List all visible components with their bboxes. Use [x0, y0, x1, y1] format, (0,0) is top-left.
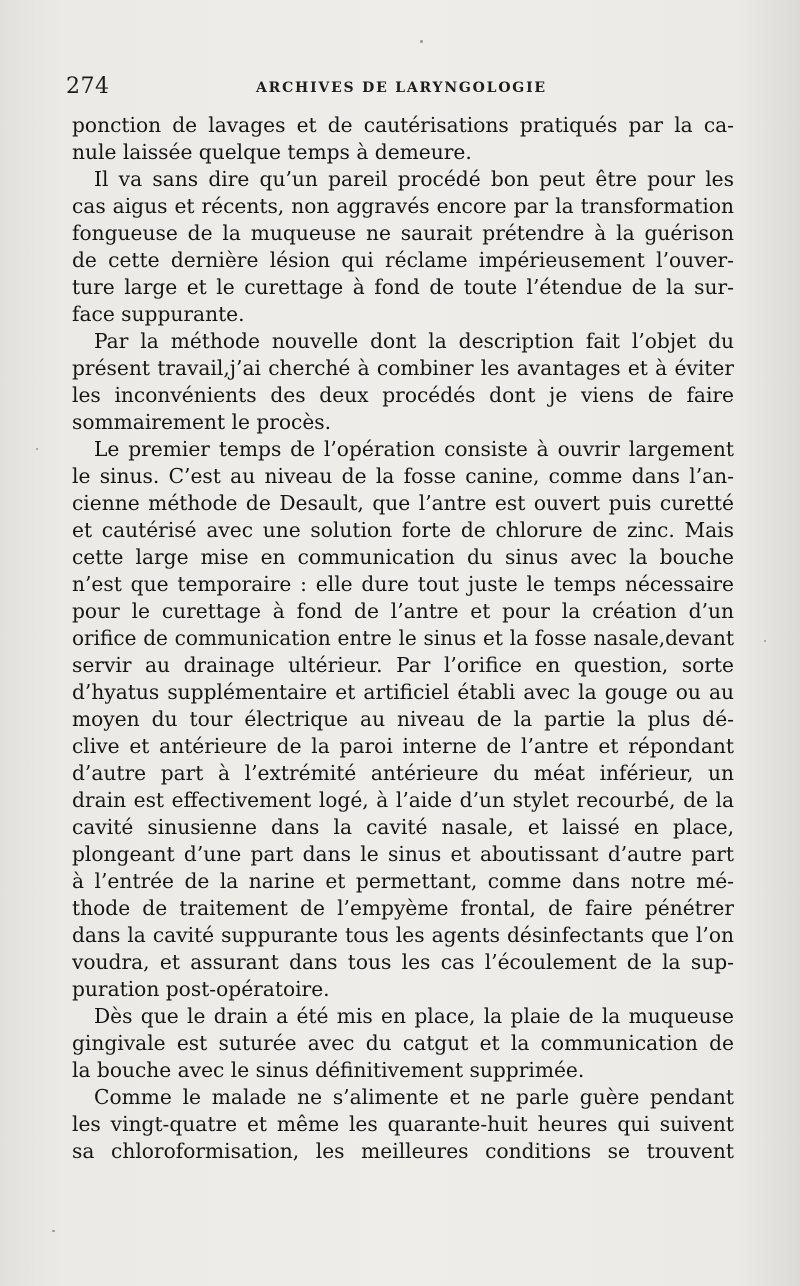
- paper-speck: [36, 448, 38, 450]
- text-line: gingivale est suturée avec du catgut et la communication de: [72, 1031, 734, 1055]
- page-number: 274: [66, 74, 110, 99]
- text-line: orifice de communication entre le sinus et la fosse nasale,devant: [72, 626, 734, 650]
- paper-speck: [52, 1230, 55, 1232]
- text-line: sa chloroformisation, les meilleures conditions se trouvent: [72, 1139, 734, 1163]
- running-title: ARCHIVES DE LARYNGOLOGIE: [256, 80, 547, 96]
- text-line: cavité sinusienne dans la cavité nasale, et laissé en place,: [72, 815, 734, 839]
- text-line: ponction de lavages et de cautérisations pratiqués par la ca-: [72, 113, 734, 137]
- paper-speck: [420, 40, 423, 43]
- text-line: la bouche avec le sinus définitivement supprimée.: [72, 1058, 585, 1082]
- text-line: thode de traitement de l’empyème frontal, de faire pénétrer: [72, 896, 734, 920]
- text-line: Par la méthode nouvelle dont la description fait l’objet du: [94, 329, 734, 353]
- text-line: et cautérisé avec une solution forte de chlorure de zinc. Mais: [72, 518, 734, 542]
- text-line: d’autre part à l’extrémité antérieure du méat inférieur, un: [72, 761, 734, 785]
- body-text: [72, 112, 734, 1165]
- text-line: nule laissée quelque temps à demeure.: [72, 140, 472, 164]
- text-line: moyen du tour électrique au niveau de la partie la plus dé-: [72, 707, 734, 731]
- text-line: voudra, et assurant dans tous les cas l’écoulement de la sup-: [72, 950, 734, 974]
- text-line: clive et antérieure de la paroi interne de l’antre et répondant: [72, 734, 734, 758]
- paper-speck: [764, 640, 766, 642]
- text-line: le sinus. C’est au niveau de la fosse canine, comme dans l’an-: [72, 464, 734, 488]
- text-line: puration post-opératoire.: [72, 977, 330, 1001]
- text-line: n’est que temporaire : elle dure tout juste le temps nécessaire: [72, 572, 734, 596]
- text-line: Dès que le drain a été mis en place, la plaie de la muqueuse: [94, 1004, 734, 1028]
- text-line: plongeant d’une part dans le sinus et aboutissant d’autre part: [72, 842, 734, 866]
- text-line: Le premier temps de l’opération consiste à ouvrir largement: [94, 437, 734, 461]
- text-line: servir au drainage ultérieur. Par l’orifice en question, sorte: [72, 653, 734, 677]
- text-line: face suppurante.: [72, 302, 245, 326]
- text-line: cienne méthode de Desault, que l’antre est ouvert puis curetté: [72, 491, 734, 515]
- text-line: sommairement le procès.: [72, 410, 332, 434]
- text-line: les vingt-quatre et même les quarante-huit heures qui suivent: [72, 1112, 734, 1136]
- text-line: présent travail,j’ai cherché à combiner les avantages et à éviter: [72, 356, 734, 380]
- text-line: drain est effectivement logé, à l’aide d’un stylet recourbé, de la: [72, 788, 734, 812]
- text-line: fongueuse de la muqueuse ne saurait prétendre à la guérison: [72, 221, 734, 245]
- text-line: cette large mise en communication du sinus avec la bouche: [72, 545, 734, 569]
- page-header: [66, 74, 736, 106]
- text-line: ture large et le curettage à fond de toute l’étendue de la sur-: [72, 275, 734, 299]
- text-line: de cette dernière lésion qui réclame impérieusement l’ouver-: [72, 248, 734, 272]
- text-line: à l’entrée de la narine et permettant, comme dans notre mé-: [72, 869, 734, 893]
- text-line: pour le curettage à fond de l’antre et pour la création d’un: [72, 599, 734, 623]
- text-line: cas aigus et récents, non aggravés encore par la transformation: [72, 194, 734, 218]
- text-line: les inconvénients des deux procédés dont je viens de faire: [72, 383, 734, 407]
- text-line: Comme le malade ne s’alimente et ne parle guère pendant: [94, 1085, 734, 1109]
- text-line: dans la cavité suppurante tous les agents désinfectants que l’on: [72, 923, 734, 947]
- text-line: Il va sans dire qu’un pareil procédé bon peut être pour les: [94, 167, 734, 191]
- text-line: d’hyatus supplémentaire et artificiel établi avec la gouge ou au: [72, 680, 734, 704]
